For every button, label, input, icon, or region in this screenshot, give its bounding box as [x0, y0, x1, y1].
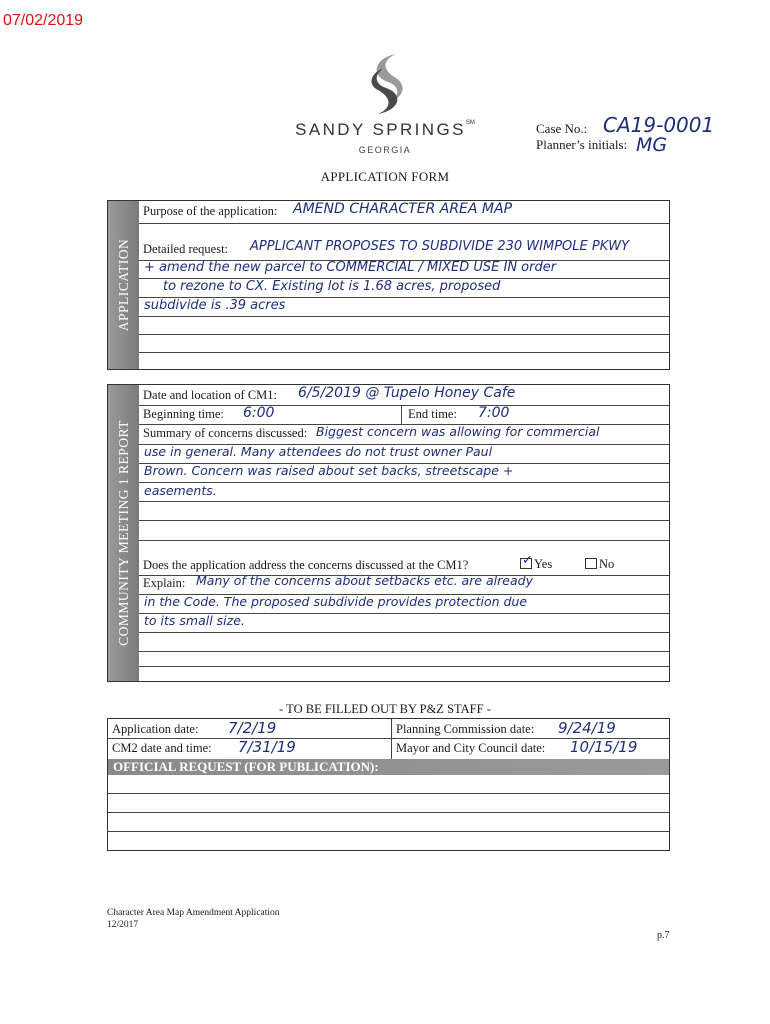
purpose-value: AMEND CHARACTER AREA MAP — [293, 201, 513, 217]
footer-form-date: 12/2017 — [107, 920, 139, 930]
no-label: No — [599, 557, 615, 571]
no-checkbox[interactable] — [585, 558, 597, 569]
cm1-date-value: 6/5/2019 @ Tupelo Honey Cafe — [298, 385, 516, 401]
trademark: SM — [465, 120, 475, 126]
sandy-springs-logo-icon — [356, 52, 416, 116]
end-time-label: End time: — [408, 407, 457, 421]
end-time-value: 7:00 — [478, 405, 510, 421]
application-sidebar — [108, 201, 139, 369]
explain-line-1: Many of the concerns about setbacks etc. are already — [196, 573, 533, 588]
community-meeting-section — [107, 384, 670, 682]
summary-line-2: use in general. Many attendees do not trust owner Paul — [144, 444, 493, 459]
summary-line-1: Biggest concern was allowing for commercial — [316, 424, 600, 439]
detailed-line-2: + amend the new parcel to COMMERCIAL / MIXED USE IN order — [144, 260, 557, 275]
application-section — [107, 200, 670, 370]
case-number-value: CA19-0001 — [603, 113, 715, 137]
staff-section — [107, 718, 670, 851]
cm2-date-label: CM2 date and time: — [112, 741, 212, 755]
yes-checkbox[interactable]: ✓ — [522, 553, 533, 568]
received-date-stamp: 07/02/2019 — [3, 12, 84, 29]
explain-line-3: to its small size. — [144, 613, 245, 628]
detailed-line-1: APPLICANT PROPOSES TO SUBDIVIDE 230 WIMPOLE PKWY — [250, 239, 630, 254]
application-date-label: Application date: — [112, 722, 199, 736]
official-request-label: OFFICIAL REQUEST (FOR PUBLICATION): — [108, 759, 669, 775]
detailed-request-label: Detailed request: — [143, 242, 229, 256]
brand-subtitle: GEORGIA — [358, 145, 412, 155]
summary-line-4: easements. — [144, 483, 217, 498]
summary-label: Summary of concerns discussed: — [143, 426, 308, 440]
address-question: Does the application address the concerns discussed at the CM1? — [143, 558, 469, 572]
yes-label: Yes — [534, 557, 553, 571]
explain-line-2: in the Code. The proposed subdivide provides protection due — [144, 594, 528, 609]
cm1-date-label: Date and location of CM1: — [143, 388, 277, 402]
planning-commission-value: 9/24/19 — [558, 719, 616, 737]
staff-section-title: - TO BE FILLED OUT BY P&Z STAFF - — [279, 702, 491, 716]
footer-form-name: Character Area Map Amendment Application — [107, 908, 280, 918]
planning-commission-label: Planning Commission date: — [396, 722, 535, 736]
planner-initials-value: MG — [636, 134, 668, 156]
brand-text: SANDY SPRINGS — [295, 120, 466, 139]
council-date-value: 10/15/19 — [570, 738, 638, 756]
begin-time-label: Beginning time: — [143, 407, 224, 421]
council-date-label: Mayor and City Council date: — [396, 741, 546, 755]
begin-time-value: 6:00 — [243, 405, 275, 421]
brand-name — [290, 120, 480, 140]
summary-line-3: Brown. Concern was raised about set backs, streetscape + — [144, 463, 514, 478]
no-option[interactable] — [585, 557, 614, 572]
yes-option[interactable] — [520, 553, 553, 572]
page-number: p.7 — [657, 930, 670, 941]
application-sidebar-label: APPLICATION — [115, 238, 131, 332]
case-number-label: Case No.: — [536, 121, 588, 136]
planner-initials-label: Planner’s initials: — [536, 137, 628, 152]
cm1-sidebar — [108, 385, 139, 681]
purpose-label: Purpose of the application: — [143, 204, 278, 218]
cm1-sidebar-label: COMMUNITY MEETING 1 REPORT — [115, 420, 131, 646]
application-date-value: 7/2/19 — [228, 719, 277, 737]
detailed-line-3: to rezone to CX. Existing lot is 1.68 acres, proposed — [163, 279, 501, 294]
detailed-line-4: subdivide is .39 acres — [144, 298, 286, 313]
explain-label: Explain: — [143, 576, 186, 590]
form-title: APPLICATION FORM — [320, 169, 450, 184]
cm2-date-value: 7/31/19 — [238, 738, 296, 756]
